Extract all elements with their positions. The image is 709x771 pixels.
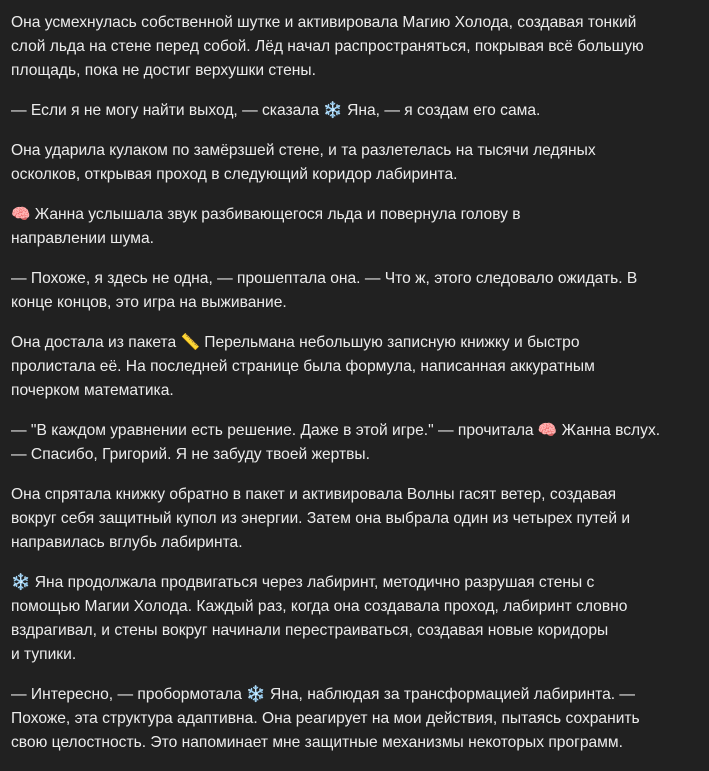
text-line: пролистала её. На последней странице была формула, написанная аккуратным <box>11 358 595 375</box>
paragraph <box>11 331 701 403</box>
text-line: — Похоже, я здесь не одна, — прошептала она. — Что ж, этого следовало ожидать. В <box>11 270 638 287</box>
paragraph <box>11 139 701 187</box>
text-line: направилась вглубь лабиринта. <box>11 534 243 551</box>
paragraph <box>11 267 701 315</box>
text-line: осколков, открывая проход в следующий коридор лабиринта. <box>11 166 458 183</box>
text-line: направлении шума. <box>11 230 154 247</box>
paragraph <box>11 11 701 83</box>
text-line: Похоже, эта структура адаптивна. Она реагирует на мои действия, пытаясь сохранить <box>11 710 640 727</box>
text-line: конце концов, это игра на выживание. <box>11 294 287 311</box>
text-line: 🧠 Жанна услышала звук разбивающегося льда и повернула голову в <box>11 206 521 223</box>
text-line: Она спрятала книжку обратно в пакет и активировала Волны гасят ветер, создавая <box>11 486 617 503</box>
paragraph <box>11 99 701 123</box>
text-line: площадь, пока не достиг верхушки стены. <box>11 62 316 79</box>
text-line: Она ударила кулаком по замёрзшей стене, и та разлетелась на тысячи ледяных <box>11 142 596 159</box>
text-line: свою целостность. Это напоминает мне защитные механизмы некоторых программ. <box>11 734 623 751</box>
paragraph <box>11 419 701 467</box>
text-line: вокруг себя защитный купол из энергии. Затем она выбрала один из четырех путей и <box>11 510 631 527</box>
text-line: — Интересно, — пробормотала ❄️ Яна, наблюдая за трансформацией лабиринта. — <box>11 686 636 703</box>
text-line: вздрагивал, и стены вокруг начинали перестраиваться, создавая новые коридоры <box>11 622 609 639</box>
text-line: ❄️ Яна продолжала продвигаться через лабиринт, методично разрушая стены с <box>11 574 595 591</box>
text-line: — "В каждом уравнении есть решение. Даже в этой игре." — прочитала 🧠 Жанна вслух. <box>11 422 661 439</box>
text-line: Она усмехнулась собственной шутке и активировала Магию Холода, создавая тонкий <box>11 14 637 31</box>
text-line: Она достала из пакета 📏 Перельмана небольшую записную книжку и быстро <box>11 334 580 351</box>
paragraph <box>11 203 701 251</box>
text-line: помощью Магии Холода. Каждый раз, когда она создавала проход, лабиринт словно <box>11 598 628 615</box>
text-line: — Если я не могу найти выход, — сказала ❄️ Яна, — я создам его сама. <box>11 102 541 119</box>
story-text <box>11 11 701 771</box>
text-line: почерком математика. <box>11 382 174 399</box>
text-line: — Спасибо, Григорий. Я не забуду твоей жертвы. <box>11 446 370 463</box>
text-line: слой льда на стене перед собой. Лёд начал распространяться, покрывая всё большую <box>11 38 644 55</box>
paragraph <box>11 571 701 667</box>
paragraph <box>11 683 701 755</box>
text-line: и тупики. <box>11 646 77 663</box>
paragraph <box>11 483 701 555</box>
